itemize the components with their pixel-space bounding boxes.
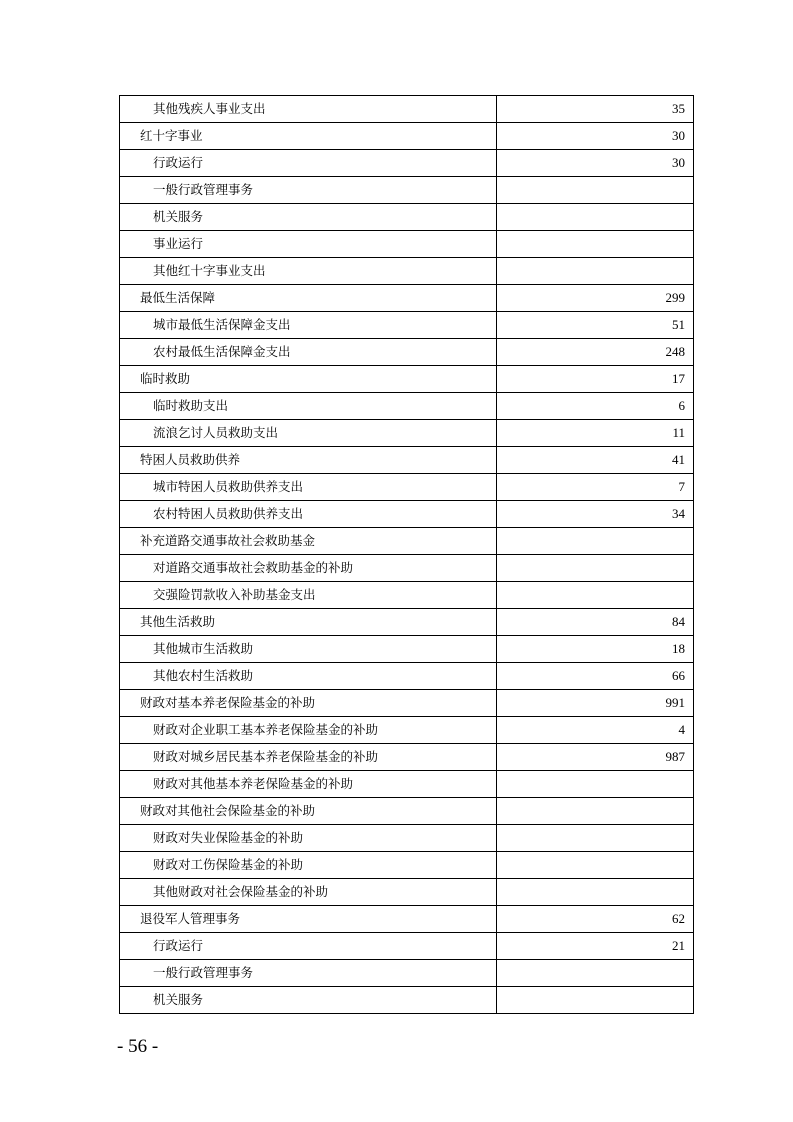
item-name-cell: 其他财政对社会保险基金的补助 xyxy=(120,879,497,906)
table-row xyxy=(120,420,694,447)
table-row xyxy=(120,501,694,528)
item-name-cell: 财政对失业保险基金的补助 xyxy=(120,825,497,852)
page-number: - 56 - xyxy=(117,1036,159,1057)
amount-cell xyxy=(497,528,694,555)
item-name-cell: 退役军人管理事务 xyxy=(120,906,497,933)
item-name-cell: 临时救助支出 xyxy=(120,393,497,420)
amount-cell: 11 xyxy=(497,420,694,447)
item-name-cell: 其他生活救助 xyxy=(120,609,497,636)
table-row xyxy=(120,366,694,393)
amount-cell: 21 xyxy=(497,933,694,960)
table-row xyxy=(120,987,694,1014)
table-row xyxy=(120,852,694,879)
item-name-cell: 财政对基本养老保险基金的补助 xyxy=(120,690,497,717)
amount-cell: 248 xyxy=(497,339,694,366)
table-row xyxy=(120,798,694,825)
table-row xyxy=(120,474,694,501)
amount-cell: 987 xyxy=(497,744,694,771)
item-name-cell: 补充道路交通事故社会救助基金 xyxy=(120,528,497,555)
table-row xyxy=(120,204,694,231)
table-row xyxy=(120,393,694,420)
amount-cell xyxy=(497,960,694,987)
item-name-cell: 特困人员救助供养 xyxy=(120,447,497,474)
item-name-cell: 红十字事业 xyxy=(120,123,497,150)
table-row xyxy=(120,879,694,906)
amount-cell: 84 xyxy=(497,609,694,636)
table-row xyxy=(120,960,694,987)
amount-cell: 18 xyxy=(497,636,694,663)
table-row xyxy=(120,312,694,339)
table-row xyxy=(120,258,694,285)
item-name-cell: 财政对其他基本养老保险基金的补助 xyxy=(120,771,497,798)
amount-cell: 991 xyxy=(497,690,694,717)
table-row xyxy=(120,609,694,636)
amount-cell xyxy=(497,987,694,1014)
table-row xyxy=(120,96,694,123)
amount-cell xyxy=(497,825,694,852)
table-row xyxy=(120,663,694,690)
table-row xyxy=(120,339,694,366)
item-name-cell: 机关服务 xyxy=(120,204,497,231)
item-name-cell: 行政运行 xyxy=(120,933,497,960)
table-row xyxy=(120,528,694,555)
amount-cell: 299 xyxy=(497,285,694,312)
amount-cell: 7 xyxy=(497,474,694,501)
item-name-cell: 城市最低生活保障金支出 xyxy=(120,312,497,339)
item-name-cell: 最低生活保障 xyxy=(120,285,497,312)
table-body xyxy=(120,96,694,1014)
budget-table xyxy=(119,95,694,1014)
amount-cell xyxy=(497,582,694,609)
amount-cell xyxy=(497,879,694,906)
amount-cell xyxy=(497,258,694,285)
amount-cell: 34 xyxy=(497,501,694,528)
table-row xyxy=(120,582,694,609)
table-row xyxy=(120,690,694,717)
item-name-cell: 其他农村生活救助 xyxy=(120,663,497,690)
amount-cell: 41 xyxy=(497,447,694,474)
amount-cell xyxy=(497,204,694,231)
item-name-cell: 财政对城乡居民基本养老保险基金的补助 xyxy=(120,744,497,771)
item-name-cell: 流浪乞讨人员救助支出 xyxy=(120,420,497,447)
item-name-cell: 财政对企业职工基本养老保险基金的补助 xyxy=(120,717,497,744)
item-name-cell: 对道路交通事故社会救助基金的补助 xyxy=(120,555,497,582)
item-name-cell: 临时救助 xyxy=(120,366,497,393)
item-name-cell: 交强险罚款收入补助基金支出 xyxy=(120,582,497,609)
table-row xyxy=(120,123,694,150)
table-row xyxy=(120,447,694,474)
amount-cell xyxy=(497,798,694,825)
item-name-cell: 行政运行 xyxy=(120,150,497,177)
item-name-cell: 其他残疾人事业支出 xyxy=(120,96,497,123)
amount-cell xyxy=(497,555,694,582)
amount-cell xyxy=(497,771,694,798)
table-row xyxy=(120,285,694,312)
amount-cell: 4 xyxy=(497,717,694,744)
table-row xyxy=(120,906,694,933)
item-name-cell: 其他红十字事业支出 xyxy=(120,258,497,285)
amount-cell: 6 xyxy=(497,393,694,420)
table-row xyxy=(120,825,694,852)
table-row xyxy=(120,717,694,744)
table-row xyxy=(120,771,694,798)
item-name-cell: 事业运行 xyxy=(120,231,497,258)
table-row xyxy=(120,636,694,663)
amount-cell: 35 xyxy=(497,96,694,123)
item-name-cell: 农村特困人员救助供养支出 xyxy=(120,501,497,528)
item-name-cell: 机关服务 xyxy=(120,987,497,1014)
amount-cell: 30 xyxy=(497,150,694,177)
table-row xyxy=(120,177,694,204)
table-row xyxy=(120,744,694,771)
table-row xyxy=(120,555,694,582)
item-name-cell: 一般行政管理事务 xyxy=(120,960,497,987)
amount-cell xyxy=(497,231,694,258)
amount-cell: 66 xyxy=(497,663,694,690)
amount-cell: 51 xyxy=(497,312,694,339)
item-name-cell: 财政对工伤保险基金的补助 xyxy=(120,852,497,879)
item-name-cell: 农村最低生活保障金支出 xyxy=(120,339,497,366)
amount-cell: 30 xyxy=(497,123,694,150)
table-row xyxy=(120,933,694,960)
amount-cell xyxy=(497,177,694,204)
table-row xyxy=(120,150,694,177)
item-name-cell: 一般行政管理事务 xyxy=(120,177,497,204)
amount-cell: 62 xyxy=(497,906,694,933)
table-row xyxy=(120,231,694,258)
amount-cell: 17 xyxy=(497,366,694,393)
item-name-cell: 城市特困人员救助供养支出 xyxy=(120,474,497,501)
amount-cell xyxy=(497,852,694,879)
item-name-cell: 其他城市生活救助 xyxy=(120,636,497,663)
item-name-cell: 财政对其他社会保险基金的补助 xyxy=(120,798,497,825)
